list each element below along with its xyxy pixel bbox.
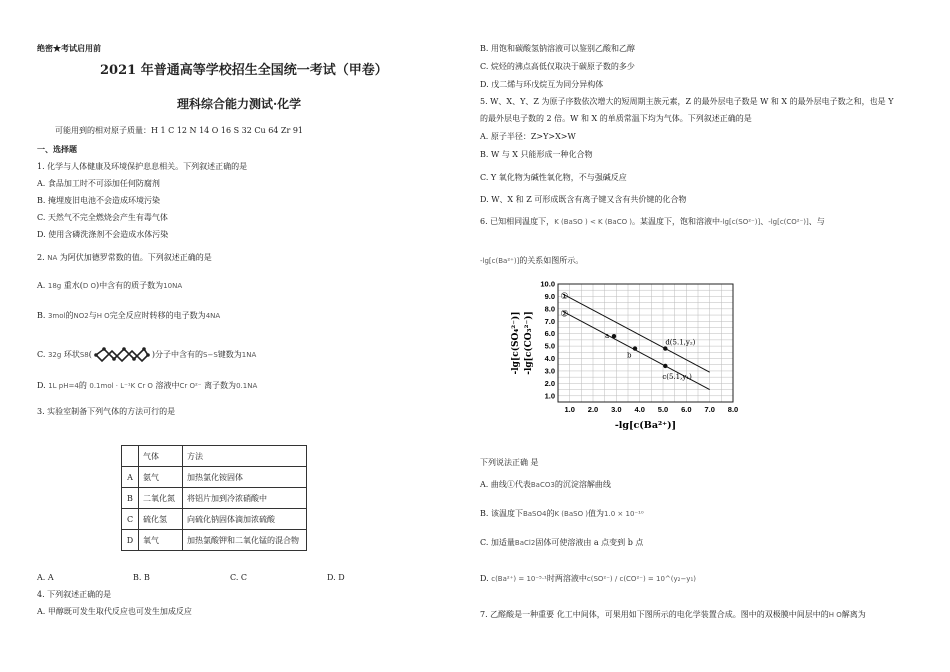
y-tick-label: 6.0 xyxy=(544,329,555,339)
q5-option-a: A. 原子半径：Z>Y>X>W xyxy=(480,132,576,141)
q6-option-c: C. 加适量BaCl2固体可使溶液由 a 点变到 b 点 xyxy=(480,538,644,547)
section-title: 一、选择题 xyxy=(37,144,77,154)
q3-stem: 3. 实验室制备下列气体的方法可行的是 xyxy=(37,407,176,416)
q2-stem: 2. NA 为阿伏加德罗常数的值。下列叙述正确的是 xyxy=(37,253,212,262)
x-tick-label: 2.0 xyxy=(587,405,599,414)
y-axis-label: -lg[c(CO₃²⁻)] xyxy=(524,311,534,375)
q4-option-c: C. 烷烃的沸点高低仅取决于碳原子数的多少 xyxy=(480,62,635,71)
header-method: 方法 xyxy=(183,446,307,467)
subject-title: 理科综合能力测试·化学 xyxy=(177,97,302,111)
table-header-row xyxy=(122,446,307,467)
q4-option-d: D. 戊二烯与环戊烷互为同分异构体 xyxy=(480,80,604,89)
q1-stem: 1. 化学与人体健康及环境保护息息相关。下列叙述正确的是 xyxy=(37,162,248,171)
series-label: ② xyxy=(560,309,569,320)
data-point xyxy=(663,346,667,350)
y-tick-label: 2.0 xyxy=(544,378,555,388)
y-tick-label: 1.0 xyxy=(544,391,555,401)
x-axis-label: -lg[c(Ba²⁺)] xyxy=(614,420,677,431)
y-tick-label: 4.0 xyxy=(544,354,555,364)
q5-option-b: B. W 与 X 只能形成一种化合物 xyxy=(480,150,593,159)
point-label: d(5.1,y₂) xyxy=(665,338,696,347)
table-row: A 氨气 加热氯化铵固体 xyxy=(122,467,307,488)
formula-na: N xyxy=(47,254,53,262)
y-tick-label: 9.0 xyxy=(544,291,555,301)
table-row: B 二氧化氮 将铝片加到冷浓硝酸中 xyxy=(122,488,307,509)
atomic-masses: 可能用到的相对原子质量：H 1 C 12 N 14 O 16 S 32 Cu 64 Zr 91 xyxy=(55,126,304,135)
q1-option-a: A. 食品加工时不可添加任何防腐剂 xyxy=(37,179,160,188)
q2-option-c: C. 32g 环状S8( )分子中含有的S−S键数为1NA xyxy=(37,347,256,363)
q5-stem-line2: 的最外层电子数的 2 倍。W 和 X 的单质常温下均为气体。下列叙述正确的是 xyxy=(480,114,752,123)
y-tick-label: 5.0 xyxy=(544,341,555,351)
plot-frame xyxy=(558,284,733,402)
x-tick-label: 8.0 xyxy=(727,405,739,414)
q6-option-a: A. 曲线①代表BaCO3的沉淀溶解曲线 xyxy=(480,480,611,489)
q3-option-b: B. B xyxy=(133,573,150,582)
y-tick-label: 7.0 xyxy=(544,316,555,326)
x-tick-label: 7.0 xyxy=(704,405,715,414)
y-tick-label: 3.0 xyxy=(544,366,555,376)
q3-option-a: A. A xyxy=(37,573,54,582)
header-gas: 气体 xyxy=(139,446,183,467)
s8-ring-structure xyxy=(92,347,152,363)
q4-option-b: B. 用饱和碳酸氢钠溶液可以鉴别乙酸和乙醇 xyxy=(480,44,635,53)
q3-gas-table xyxy=(121,445,307,551)
x-tick-label: 3.0 xyxy=(611,405,622,414)
q2-option-b: B. 3mol的NO2与H O完全反应时转移的电子数为4NA xyxy=(37,311,221,320)
q1-option-c: C. 天然气不完全燃烧会产生有毒气体 xyxy=(37,213,168,222)
q3-option-d: D. D xyxy=(327,573,345,582)
q5-option-d: D. W、X 和 Z 可形成既含有离子键又含有共价键的化合物 xyxy=(480,195,687,204)
x-tick-label: 4.0 xyxy=(634,405,645,414)
x-tick-label: 6.0 xyxy=(681,405,692,414)
q5-stem-line1: 5. W、X、Y、Z 为原子序数依次增大的短周期主族元素，Z 的最外层电子数是 W 和 X 的最外层电子数之和，也是 Y xyxy=(480,97,894,106)
q2-option-d: D. 1L pH=4的 0.1mol · L⁻¹K Cr O 溶液中Cr O²⁻ 离子数为0.1NA xyxy=(37,381,258,390)
point-label: a xyxy=(605,332,610,341)
q7-stem: 7. 乙醛酸是一种重要 化工中间体，可果用如下图所示的电化学装置合成。图中的双极膜中间层中的H O解离为 xyxy=(480,610,866,619)
y-axis-label: -lg[c(SO₄²⁻)] xyxy=(511,311,521,375)
table-row: C 硫化氢 向硫化钠固体滴加浓硫酸 xyxy=(122,509,307,530)
secret-label: 绝密★考试启用前 xyxy=(37,43,101,53)
q1-option-d: D. 使用含磷洗涤剂不会造成水体污染 xyxy=(37,230,169,239)
point-label: c(5.1,y₁) xyxy=(662,372,692,381)
data-point xyxy=(633,346,637,350)
q2-option-a: A. 18g 重水(D O)中含有的质子数为10NA xyxy=(37,281,183,290)
data-point xyxy=(612,334,616,338)
y-tick-label: 10.0 xyxy=(540,279,555,289)
table-row: D 氧气 加热氯酸钾和二氧化锰的混合物 xyxy=(122,530,307,551)
series-line xyxy=(563,294,710,372)
x-tick-label: 1.0 xyxy=(564,405,575,414)
q6-stem-line2: -lg[c(Ba²⁺)]的关系如图所示。 xyxy=(480,256,584,265)
series-label: ① xyxy=(560,291,569,302)
q6-option-d: D. c(Ba²⁺) = 10⁻⁵·¹时两溶液中c(SO²⁻) / c(CO²⁻) = 10^(y₂−y₁) xyxy=(480,574,696,583)
x-tick-label: 5.0 xyxy=(657,405,669,414)
q4-option-a: A. 甲醇既可发生取代反应也可发生加成反应 xyxy=(37,607,192,616)
q5-option-c: C. Y 氧化物为碱性氧化物，不与强碱反应 xyxy=(480,173,627,182)
data-point xyxy=(663,364,667,368)
q6-prompt: 下列说法正确 是 xyxy=(480,458,539,467)
q3-option-c: C. C xyxy=(230,573,248,582)
point-label: b xyxy=(627,351,632,360)
ksp-chart xyxy=(495,278,745,438)
q6-stem-line1: 6. 已知相同温度下，K (BaSO ) < K (BaCO )。某温度下，饱和溶液中-lg[c(SO²⁻)]、-lg[c(CO²⁻)]、与 xyxy=(480,217,825,226)
q4-stem: 4. 下列叙述正确的是 xyxy=(37,590,112,599)
exam-title: 2021 年普通高等学校招生全国统一考试（甲卷） xyxy=(100,63,388,78)
q1-option-b: B. 掩埋废旧电池不会造成环境污染 xyxy=(37,196,160,205)
y-tick-label: 8.0 xyxy=(544,304,555,314)
q6-option-b: B. 该温度下BaSO4的K (BaSO )值为1.0 × 10⁻¹⁰ xyxy=(480,509,644,518)
